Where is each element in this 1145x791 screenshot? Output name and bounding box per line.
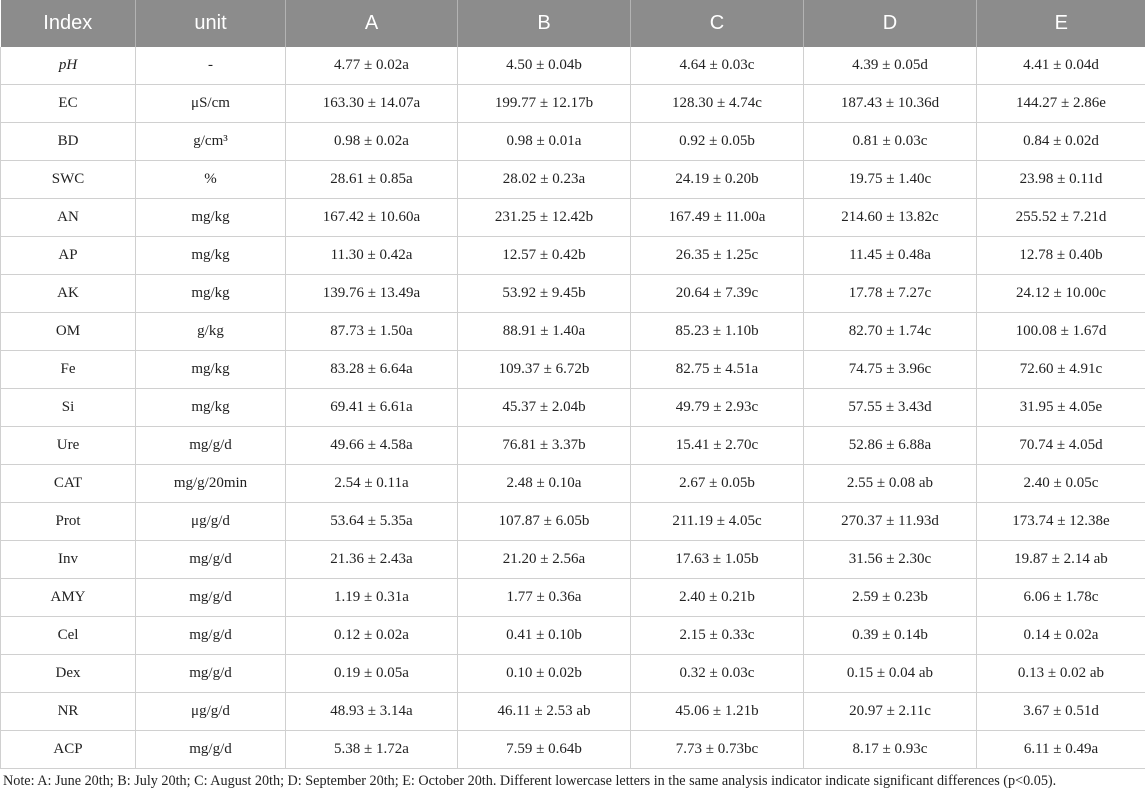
cell-value-a: 5.38 ± 1.72a [286, 731, 458, 769]
cell-value-c: 2.15 ± 0.33c [631, 617, 804, 655]
cell-value-d: 82.70 ± 1.74c [804, 313, 977, 351]
cell-value-e: 173.74 ± 12.38e [977, 503, 1145, 541]
cell-value-d: 57.55 ± 3.43d [804, 389, 977, 427]
table-row [1, 655, 1145, 693]
cell-value-a: 167.42 ± 10.60a [286, 199, 458, 237]
cell-index: CAT [1, 465, 136, 503]
table-row [1, 313, 1145, 351]
table-row [1, 617, 1145, 655]
header-c: C [631, 0, 804, 47]
cell-value-c: 82.75 ± 4.51a [631, 351, 804, 389]
cell-value-b: 53.92 ± 9.45b [458, 275, 631, 313]
cell-index: Si [1, 389, 136, 427]
table-row [1, 237, 1145, 275]
table-row [1, 47, 1145, 85]
cell-value-c: 211.19 ± 4.05c [631, 503, 804, 541]
cell-value-e: 0.13 ± 0.02 ab [977, 655, 1145, 693]
cell-value-c: 49.79 ± 2.93c [631, 389, 804, 427]
cell-value-b: 2.48 ± 0.10a [458, 465, 631, 503]
table-row [1, 731, 1145, 769]
cell-value-e: 0.14 ± 0.02a [977, 617, 1145, 655]
table-row [1, 465, 1145, 503]
cell-value-a: 163.30 ± 14.07a [286, 85, 458, 123]
cell-value-e: 6.06 ± 1.78c [977, 579, 1145, 617]
cell-value-d: 0.15 ± 0.04 ab [804, 655, 977, 693]
cell-value-c: 128.30 ± 4.74c [631, 85, 804, 123]
cell-value-c: 26.35 ± 1.25c [631, 237, 804, 275]
cell-index: ACP [1, 731, 136, 769]
cell-index: OM [1, 313, 136, 351]
cell-index: Ure [1, 427, 136, 465]
cell-index: Prot [1, 503, 136, 541]
cell-value-c: 17.63 ± 1.05b [631, 541, 804, 579]
cell-value-a: 49.66 ± 4.58a [286, 427, 458, 465]
header-a: A [286, 0, 458, 47]
header-row [1, 0, 1145, 47]
cell-value-c: 2.67 ± 0.05b [631, 465, 804, 503]
cell-value-a: 11.30 ± 0.42a [286, 237, 458, 275]
cell-value-d: 19.75 ± 1.40c [804, 161, 977, 199]
cell-value-d: 214.60 ± 13.82c [804, 199, 977, 237]
cell-value-b: 12.57 ± 0.42b [458, 237, 631, 275]
cell-unit: μg/g/d [136, 693, 286, 731]
table-row [1, 579, 1145, 617]
cell-value-d: 270.37 ± 11.93d [804, 503, 977, 541]
cell-value-d: 20.97 ± 2.11c [804, 693, 977, 731]
cell-value-c: 24.19 ± 0.20b [631, 161, 804, 199]
cell-value-c: 4.64 ± 0.03c [631, 47, 804, 85]
header-e: E [977, 0, 1145, 47]
cell-unit: mg/kg [136, 275, 286, 313]
cell-value-e: 19.87 ± 2.14 ab [977, 541, 1145, 579]
cell-unit: g/cm³ [136, 123, 286, 161]
cell-unit: mg/g/d [136, 427, 286, 465]
cell-value-b: 88.91 ± 1.40a [458, 313, 631, 351]
cell-unit: mg/kg [136, 351, 286, 389]
table-row [1, 693, 1145, 731]
cell-value-e: 23.98 ± 0.11d [977, 161, 1145, 199]
cell-unit: mg/g/d [136, 541, 286, 579]
cell-value-c: 0.92 ± 0.05b [631, 123, 804, 161]
cell-value-e: 2.40 ± 0.05c [977, 465, 1145, 503]
cell-index: EC [1, 85, 136, 123]
table-row [1, 161, 1145, 199]
cell-index: Dex [1, 655, 136, 693]
cell-value-d: 52.86 ± 6.88a [804, 427, 977, 465]
cell-value-e: 3.67 ± 0.51d [977, 693, 1145, 731]
cell-value-b: 199.77 ± 12.17b [458, 85, 631, 123]
cell-value-a: 0.19 ± 0.05a [286, 655, 458, 693]
cell-index: AP [1, 237, 136, 275]
cell-value-e: 100.08 ± 1.67d [977, 313, 1145, 351]
cell-value-b: 21.20 ± 2.56a [458, 541, 631, 579]
cell-value-c: 0.32 ± 0.03c [631, 655, 804, 693]
cell-value-e: 0.84 ± 0.02d [977, 123, 1145, 161]
cell-unit: mg/kg [136, 237, 286, 275]
cell-value-d: 187.43 ± 10.36d [804, 85, 977, 123]
cell-value-e: 70.74 ± 4.05d [977, 427, 1145, 465]
cell-value-b: 46.11 ± 2.53 ab [458, 693, 631, 731]
cell-unit: mg/g/d [136, 617, 286, 655]
cell-value-e: 4.41 ± 0.04d [977, 47, 1145, 85]
cell-value-b: 0.10 ± 0.02b [458, 655, 631, 693]
cell-value-b: 4.50 ± 0.04b [458, 47, 631, 85]
cell-value-d: 2.55 ± 0.08 ab [804, 465, 977, 503]
cell-value-b: 7.59 ± 0.64b [458, 731, 631, 769]
cell-value-b: 231.25 ± 12.42b [458, 199, 631, 237]
cell-unit: % [136, 161, 286, 199]
cell-value-a: 4.77 ± 0.02a [286, 47, 458, 85]
cell-index: BD [1, 123, 136, 161]
cell-value-d: 8.17 ± 0.93c [804, 731, 977, 769]
cell-value-e: 24.12 ± 10.00c [977, 275, 1145, 313]
cell-value-e: 72.60 ± 4.91c [977, 351, 1145, 389]
cell-value-e: 12.78 ± 0.40b [977, 237, 1145, 275]
header-b: B [458, 0, 631, 47]
cell-value-b: 0.98 ± 0.01a [458, 123, 631, 161]
cell-value-a: 0.98 ± 0.02a [286, 123, 458, 161]
cell-unit: μg/g/d [136, 503, 286, 541]
cell-value-e: 31.95 ± 4.05e [977, 389, 1145, 427]
cell-value-b: 76.81 ± 3.37b [458, 427, 631, 465]
cell-unit: - [136, 47, 286, 85]
header-unit: unit [136, 0, 286, 47]
cell-value-d: 0.81 ± 0.03c [804, 123, 977, 161]
cell-value-a: 139.76 ± 13.49a [286, 275, 458, 313]
table-row [1, 85, 1145, 123]
header-d: D [804, 0, 977, 47]
cell-value-a: 48.93 ± 3.14a [286, 693, 458, 731]
cell-index: Cel [1, 617, 136, 655]
cell-value-d: 17.78 ± 7.27c [804, 275, 977, 313]
cell-value-d: 11.45 ± 0.48a [804, 237, 977, 275]
cell-value-a: 53.64 ± 5.35a [286, 503, 458, 541]
cell-value-b: 1.77 ± 0.36a [458, 579, 631, 617]
cell-value-d: 0.39 ± 0.14b [804, 617, 977, 655]
cell-index: SWC [1, 161, 136, 199]
cell-value-b: 0.41 ± 0.10b [458, 617, 631, 655]
cell-value-c: 2.40 ± 0.21b [631, 579, 804, 617]
cell-unit: g/kg [136, 313, 286, 351]
cell-value-b: 107.87 ± 6.05b [458, 503, 631, 541]
cell-unit: mg/g/d [136, 731, 286, 769]
table-row [1, 351, 1145, 389]
cell-unit: mg/g/d [136, 579, 286, 617]
table-row [1, 275, 1145, 313]
cell-index: Fe [1, 351, 136, 389]
cell-index: AMY [1, 579, 136, 617]
cell-index: Inv [1, 541, 136, 579]
cell-value-e: 255.52 ± 7.21d [977, 199, 1145, 237]
cell-value-a: 87.73 ± 1.50a [286, 313, 458, 351]
cell-value-d: 4.39 ± 0.05d [804, 47, 977, 85]
cell-value-a: 2.54 ± 0.11a [286, 465, 458, 503]
cell-value-a: 21.36 ± 2.43a [286, 541, 458, 579]
cell-value-e: 6.11 ± 0.49a [977, 731, 1145, 769]
cell-value-b: 109.37 ± 6.72b [458, 351, 631, 389]
cell-index: AK [1, 275, 136, 313]
table-body [1, 47, 1145, 769]
cell-unit: μS/cm [136, 85, 286, 123]
cell-value-e: 144.27 ± 2.86e [977, 85, 1145, 123]
cell-value-c: 167.49 ± 11.00a [631, 199, 804, 237]
cell-value-c: 85.23 ± 1.10b [631, 313, 804, 351]
cell-value-c: 15.41 ± 2.70c [631, 427, 804, 465]
cell-value-b: 28.02 ± 0.23a [458, 161, 631, 199]
cell-value-d: 31.56 ± 2.30c [804, 541, 977, 579]
cell-index: pH [1, 47, 136, 85]
cell-value-d: 2.59 ± 0.23b [804, 579, 977, 617]
table-row [1, 541, 1145, 579]
table-row [1, 427, 1145, 465]
cell-value-a: 1.19 ± 0.31a [286, 579, 458, 617]
table-note: Note: A: June 20th; B: July 20th; C: August 20th; D: September 20th; E: October 20th. Different lowercase letters in the same analysis indicator indicate significant differences (p<0.05). [3, 773, 1057, 789]
cell-value-c: 7.73 ± 0.73bc [631, 731, 804, 769]
table-row [1, 389, 1145, 427]
table-row [1, 503, 1145, 541]
cell-value-a: 69.41 ± 6.61a [286, 389, 458, 427]
cell-unit: mg/kg [136, 389, 286, 427]
cell-value-d: 74.75 ± 3.96c [804, 351, 977, 389]
cell-value-c: 45.06 ± 1.21b [631, 693, 804, 731]
cell-unit: mg/kg [136, 199, 286, 237]
cell-value-b: 45.37 ± 2.04b [458, 389, 631, 427]
cell-value-a: 0.12 ± 0.02a [286, 617, 458, 655]
cell-index: NR [1, 693, 136, 731]
cell-value-c: 20.64 ± 7.39c [631, 275, 804, 313]
cell-unit: mg/g/d [136, 655, 286, 693]
cell-index: AN [1, 199, 136, 237]
cell-value-a: 83.28 ± 6.64a [286, 351, 458, 389]
table-row [1, 123, 1145, 161]
header-index: Index [1, 0, 136, 47]
cell-unit: mg/g/20min [136, 465, 286, 503]
table-row [1, 199, 1145, 237]
cell-value-a: 28.61 ± 0.85a [286, 161, 458, 199]
